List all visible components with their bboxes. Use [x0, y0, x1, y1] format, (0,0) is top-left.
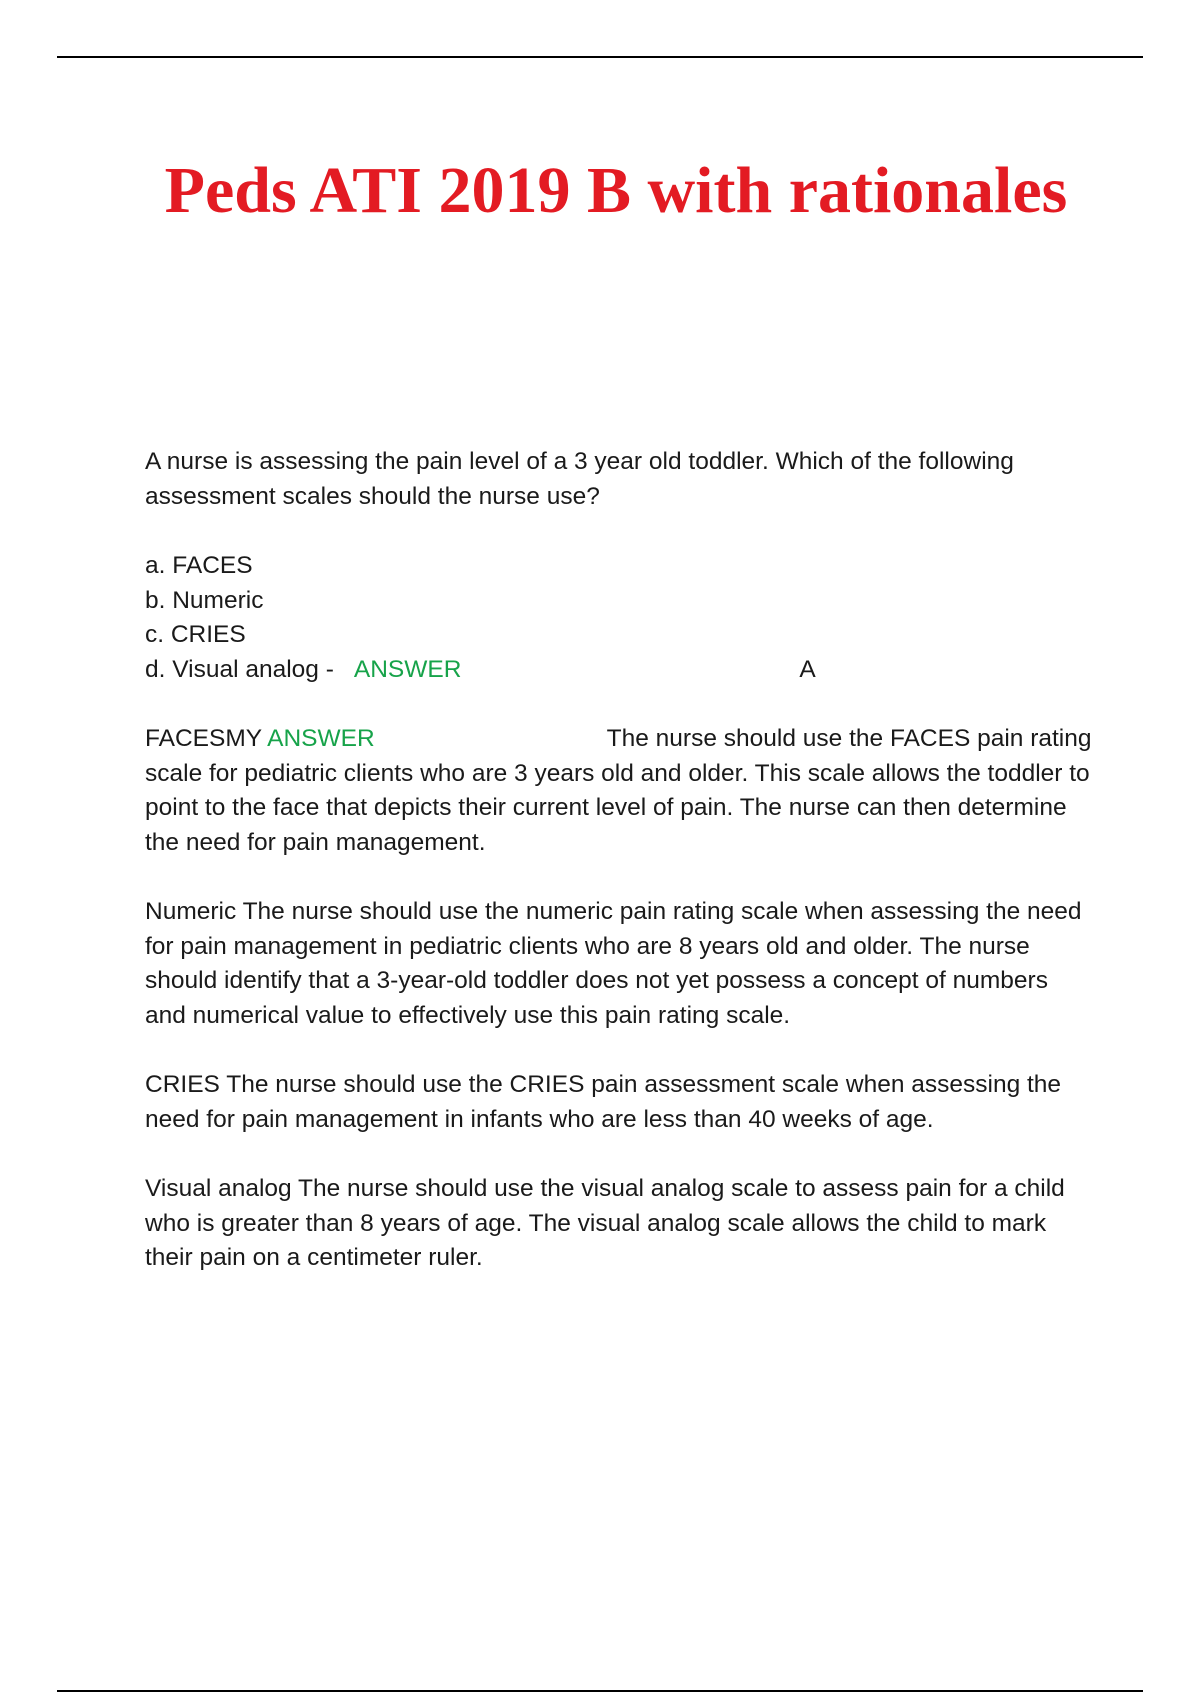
answer-value: A: [799, 655, 816, 683]
option-b: b. Numeric: [145, 586, 264, 614]
document-body: [145, 445, 1095, 1311]
rationale-faces-text: The nurse should use the FACES pain rating scale for pediatric clients who are 3 years old and older. This scale allows the toddler to point to the face that depicts their current level of pain. The nurse can then determine the need for pain management.: [145, 725, 1092, 856]
rationale-numeric: Numeric The nurse should use the numeric pain rating scale when assessing the need for pain management in pediatric clients who are 8 years old and older. The nurse should identify that a 3-year-old toddler does not yet possess a concept of numbers and numerical value to effectively use this pain rating scale.: [145, 898, 1082, 1029]
answer-options: [145, 549, 1095, 687]
answer-label: ANSWER: [353, 655, 462, 683]
top-rule: [57, 56, 1143, 58]
rationale-faces-prefix: FACESMY: [145, 725, 262, 752]
bottom-rule: [57, 1690, 1143, 1692]
question-text: A nurse is assessing the pain level of a 3 year old toddler. Which of the following assessment scales should the nurse use?: [145, 448, 1014, 510]
rationale-faces-answer-label: ANSWER: [267, 725, 375, 752]
document-title: Peds ATI 2019 B with rationales: [164, 154, 1068, 227]
rationale-faces: [145, 722, 1095, 860]
option-d: d. Visual analog -: [145, 655, 334, 683]
option-c: c. CRIES: [145, 621, 246, 648]
option-d-line: [145, 653, 1095, 688]
rationale-visual-analog: Visual analog The nurse should use the visual analog scale to assess pain for a child who is greater than 8 years of age. The visual analog scale allows the child to mark their pain on a centimeter ruler.: [145, 1175, 1065, 1271]
option-a: a. FACES: [145, 552, 253, 579]
rationale-cries: CRIES The nurse should use the CRIES pain assessment scale when assessing the need for pain management in infants who are less than 40 weeks of age.: [145, 1071, 1062, 1133]
